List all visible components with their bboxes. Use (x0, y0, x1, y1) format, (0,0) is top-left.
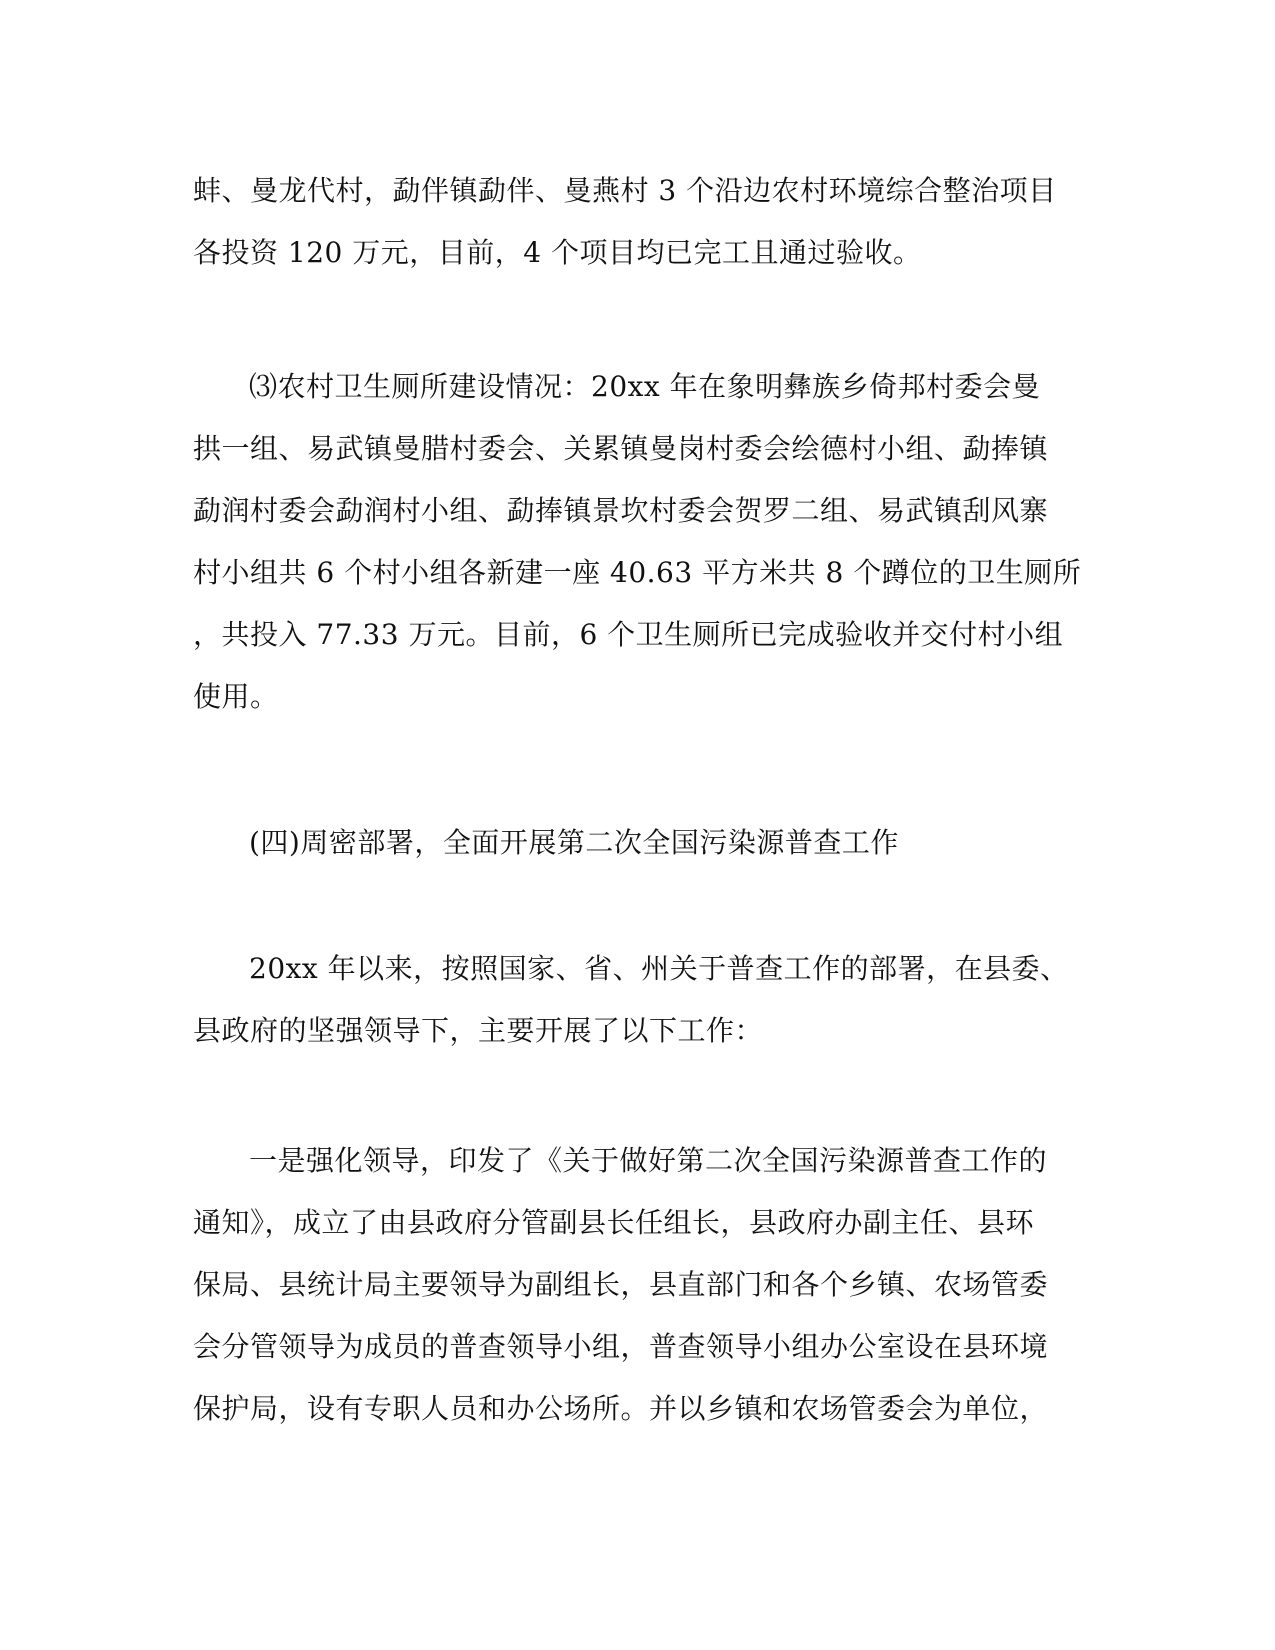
text-line: ⑶农村卫生厕所建设情况：20xx 年在象明彝族乡倚邦村委会曼 (249, 370, 1041, 403)
text-line: 各投资 120 万元，目前，4 个项目均已完工且通过验收。 (193, 236, 922, 269)
paragraph-sanitary-toilets (193, 356, 1083, 728)
text-line: 使用。 (193, 680, 279, 713)
text-line: 20xx 年以来，按照国家、省、州关于普查工作的部署，在县委、 (249, 952, 1069, 985)
text-line: 蚌、曼龙代村，勐伴镇勐伴、曼燕村 3 个沿边农村环境综合整治项目 (193, 174, 1057, 207)
text-line: 村小组共 6 个村小组各新建一座 40.63 平方米共 8 个蹲位的卫生厕所 (193, 556, 1082, 589)
text-line: 县政府的坚强领导下，主要开展了以下工作： (193, 1014, 764, 1047)
text-line: 保局、县统计局主要领导为副组长，县直部门和各个乡镇、农场管委 (193, 1268, 1049, 1301)
text-line: 通知》，成立了由县政府分管副县长任组长，县政府办副主任、县环 (193, 1206, 1035, 1239)
text-line: 会分管领导为成员的普查领导小组，普查领导小组办公室设在县环境 (193, 1330, 1049, 1363)
text-line: ，共投入 77.33 万元。目前，6 个卫生厕所已完成验收并交付村小组 (193, 618, 1064, 651)
text-line: 拱一组、易武镇曼腊村委会、关累镇曼岗村委会绘德村小组、勐捧镇 (193, 432, 1049, 465)
text-line: (四)周密部署，全面开展第二次全国污染源普查工作 (249, 826, 899, 859)
paragraph-census-intro (193, 938, 1083, 1062)
paragraph-leadership (193, 1130, 1083, 1440)
text-line: 勐润村委会勐润村小组、勐捧镇景坎村委会贺罗二组、易武镇刮风寨 (193, 494, 1049, 527)
text-line: 一是强化领导，印发了《关于做好第二次全国污染源普查工作的 (249, 1144, 1048, 1177)
section-heading-pollution-census (193, 812, 1083, 874)
text-line: 保护局，设有专职人员和办公场所。并以乡镇和农场管委会为单位， (193, 1392, 1049, 1425)
paragraph-village-projects (193, 160, 1083, 284)
